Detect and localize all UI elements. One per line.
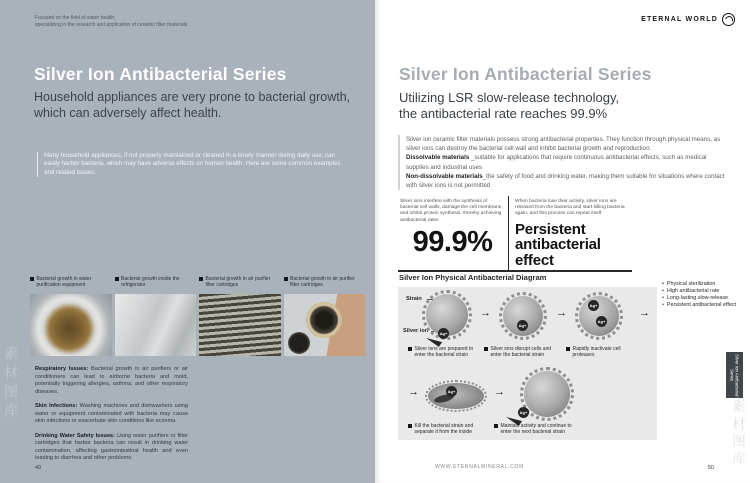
- footer-website: WWW.ETERNALMINERAL.COM: [435, 464, 525, 470]
- arrow-right-icon: →: [408, 386, 419, 398]
- feature-text: Physical sterilization: [666, 281, 716, 287]
- diagram-step: [408, 423, 486, 436]
- subtitle-line1: Utilizing LSR slow-release technology,: [399, 90, 620, 105]
- antibacterial-rate-box: [398, 196, 508, 272]
- diagram-step: [494, 423, 578, 436]
- photo-cell: [284, 276, 366, 356]
- left-page-subtitle: [34, 90, 350, 121]
- dissolvable-text: _suitable for applications that require continuous antibacterial effects, such as medical supplies and industrial uses: [406, 154, 707, 171]
- bullet-square-icon: [284, 277, 288, 281]
- persist-line1: Persistent: [515, 220, 586, 238]
- photo-caption-text: Bacterial growth in air purifier filter cartridges: [290, 276, 355, 289]
- feature-text: Long-lasting slow-release: [666, 295, 729, 301]
- issue-skin: [35, 403, 188, 426]
- stat-boxes: [398, 196, 632, 272]
- nondissolvable-label: Non-dissolvable materials: [406, 172, 483, 180]
- silver-ion-label: Silver ion: [403, 328, 429, 334]
- dissolvable-label: Dissolvable materials: [406, 154, 470, 162]
- antibacterial-diagram: [398, 287, 657, 440]
- photo-caption-text: Bacterial growth in air purifier filter cartridges: [205, 276, 271, 289]
- bullet-square-icon: [408, 424, 412, 428]
- bullet-dot-icon: •: [662, 288, 664, 294]
- company-tagline: [35, 15, 187, 28]
- arrow-right-icon: →: [639, 307, 650, 319]
- photo-cell: [199, 276, 281, 356]
- antibacterial-rate-value: 99.9%: [412, 225, 493, 258]
- issue-drinking-water: [35, 433, 188, 463]
- issue-list: [35, 366, 188, 470]
- persistent-effect-title: [515, 222, 629, 269]
- subtitle-line2: which can adversely affect health.: [34, 105, 222, 120]
- photo-water-purifier-bacteria: [30, 294, 112, 356]
- side-tab-label: Silver Ion Antibacterial Series: [729, 353, 740, 397]
- watermark-right: 素材图库: [730, 399, 745, 469]
- silver-ion-particle: Ag+: [438, 328, 449, 339]
- feature-text: Persistent antibacterial effect: [666, 302, 737, 308]
- diagram-step: [566, 346, 628, 359]
- issue-title: Drinking Water Safety Issues:: [35, 432, 115, 439]
- persist-line2: antibacterial effect: [515, 236, 601, 269]
- dissolvable-line: [406, 153, 730, 171]
- right-page-title: Silver Ion Antibacterial Series: [399, 64, 652, 84]
- silver-ion-particle: Ag+: [446, 386, 457, 397]
- arrow-right-icon: →: [480, 307, 491, 319]
- photo-strip: [30, 276, 365, 356]
- left-page-number: 49: [35, 465, 42, 471]
- tagline-line2: specializing in the research and application of ceramic filter materials: [35, 21, 188, 28]
- photo-caption: [284, 276, 366, 294]
- feature-item: [662, 295, 748, 302]
- diagram-title: Silver Ion Physical Antibacterial Diagram: [399, 273, 547, 282]
- left-intro-paragraph: Many household appliances, if not properly maintained or cleaned in a timely manner during daily use, can easily harbor bacteria, which may have adverse effects on human health. Here are some common examples and related issues.: [37, 152, 346, 177]
- issue-text: Using water purifiers or filter cartridges that harbor bacteria can result in drinking water contamination, affecting gastrointestinal health and even leading to diarrhea and other problems.: [35, 432, 189, 461]
- step-text: Kill the bacterial strain and separate it from the inside: [414, 423, 474, 436]
- diagram-step: [484, 346, 558, 359]
- issue-text: Bacterial growth in air purifiers or air conditioners can lead to airborne bacteria and mold, potentially triggering allergies, asthma, and other respiratory diseases.: [35, 366, 188, 395]
- feature-list: [662, 281, 748, 309]
- silver-ion-particle: Ag+: [518, 407, 529, 418]
- bullet-square-icon: [484, 347, 488, 351]
- photo-filter-cartridge: [284, 294, 366, 356]
- arrow-right-icon: →: [556, 307, 567, 319]
- right-intro-paragraph: [398, 135, 730, 190]
- nondissolvable-text: _the safety of food and drinking water, making them suitable for situations where contact with silver ions is not permitted: [406, 172, 725, 190]
- step-text: Silver ions are prepared to enter the bacterial strain: [414, 346, 474, 359]
- chapter-side-tab: [726, 352, 743, 398]
- step-text: Silver ions disrupt cells and enter the bacterial strain: [490, 346, 552, 359]
- photo-dirty-filter: [199, 294, 281, 356]
- feature-item: [662, 288, 748, 295]
- bullet-square-icon: [494, 424, 498, 428]
- silver-ion-particle: Ag+: [596, 316, 607, 327]
- arrow-right-icon: →: [494, 386, 505, 398]
- bacteria-next-target: [524, 371, 570, 417]
- bullet-square-icon: [30, 277, 34, 281]
- silver-ion-particle: Ag+: [588, 300, 599, 311]
- bacteria-dead: [428, 383, 484, 409]
- feature-text: High antibacterial rate: [666, 288, 720, 294]
- diagram-step: [408, 346, 478, 359]
- brand-header: [641, 13, 735, 26]
- bullet-square-icon: [199, 277, 203, 281]
- bullet-dot-icon: •: [662, 281, 664, 287]
- feature-item: [662, 302, 748, 309]
- subtitle-line1: Household appliances are very prone to bacterial growth,: [34, 90, 351, 104]
- right-page-subtitle: [399, 90, 619, 122]
- photo-caption: [30, 276, 112, 294]
- bullet-dot-icon: •: [662, 302, 664, 308]
- bullet-square-icon: [408, 347, 412, 351]
- photo-refrigerator-bacteria: [115, 294, 197, 356]
- photo-cell: [30, 276, 112, 356]
- step-text: Maintain activity and continue to enter the next bacterial strain: [500, 423, 572, 436]
- photo-caption-text: Bacterial growth in water purification equipment: [36, 276, 92, 289]
- tagline-line1: Focused on the field of water health,: [35, 15, 116, 21]
- right-page: [375, 0, 750, 483]
- bullet-square-icon: [115, 277, 119, 281]
- strain-label: Strain: [406, 296, 422, 302]
- nondissolvable-line: [406, 172, 730, 190]
- intro-text: Silver ion ceramic filter materials possess strong antibacterial properties. They function through physical means, as silver ions can destroy the bacterial cell wall and inhibit bacterial growth and reproduction.: [406, 136, 721, 153]
- issue-title: Respiratory Issues:: [35, 366, 89, 372]
- rate-box-description: Silver ions interfere with the synthesis of bacterial cell walls, damage the cell membrane, and inhibit protein synthesis, thereby achieving antibacterial rates: [400, 199, 503, 223]
- right-page-number: 50: [707, 465, 714, 471]
- step-text: Rapidly inactivate cell proteases: [572, 346, 621, 359]
- photo-caption-text: Bacterial growth inside the refrigerator: [121, 276, 180, 289]
- left-page-title: Silver Ion Antibacterial Series: [34, 64, 287, 84]
- brand-logo-icon: [722, 13, 735, 26]
- watermark-left: 素材图库: [3, 346, 19, 422]
- brand-name: ETERNAL WORLD: [641, 16, 718, 23]
- bullet-square-icon: [566, 347, 570, 351]
- photo-caption: [199, 276, 281, 294]
- bacteria-body: [524, 371, 570, 417]
- issue-text: Washing machines and dishwashers using water or equipment contaminated with bacteria may cause skin infections or exacerbate skin conditions like eczema.: [35, 403, 189, 424]
- persist-box-description: When bacteria lose their activity, silver ions are released from the bacteria and start killing bacteria again, and this process can repeat itself: [515, 199, 625, 217]
- bullet-dot-icon: •: [662, 295, 664, 301]
- silver-ion-particle: Ag+: [517, 320, 528, 331]
- subtitle-line2: the antibacterial rate reaches 99.9%: [399, 106, 608, 121]
- issue-respiratory: [35, 366, 188, 396]
- issue-title: Skin Infections:: [35, 403, 78, 409]
- persistent-effect-box: [508, 196, 632, 272]
- feature-item: [662, 281, 748, 288]
- photo-cell: [115, 276, 197, 356]
- photo-caption: [115, 276, 197, 294]
